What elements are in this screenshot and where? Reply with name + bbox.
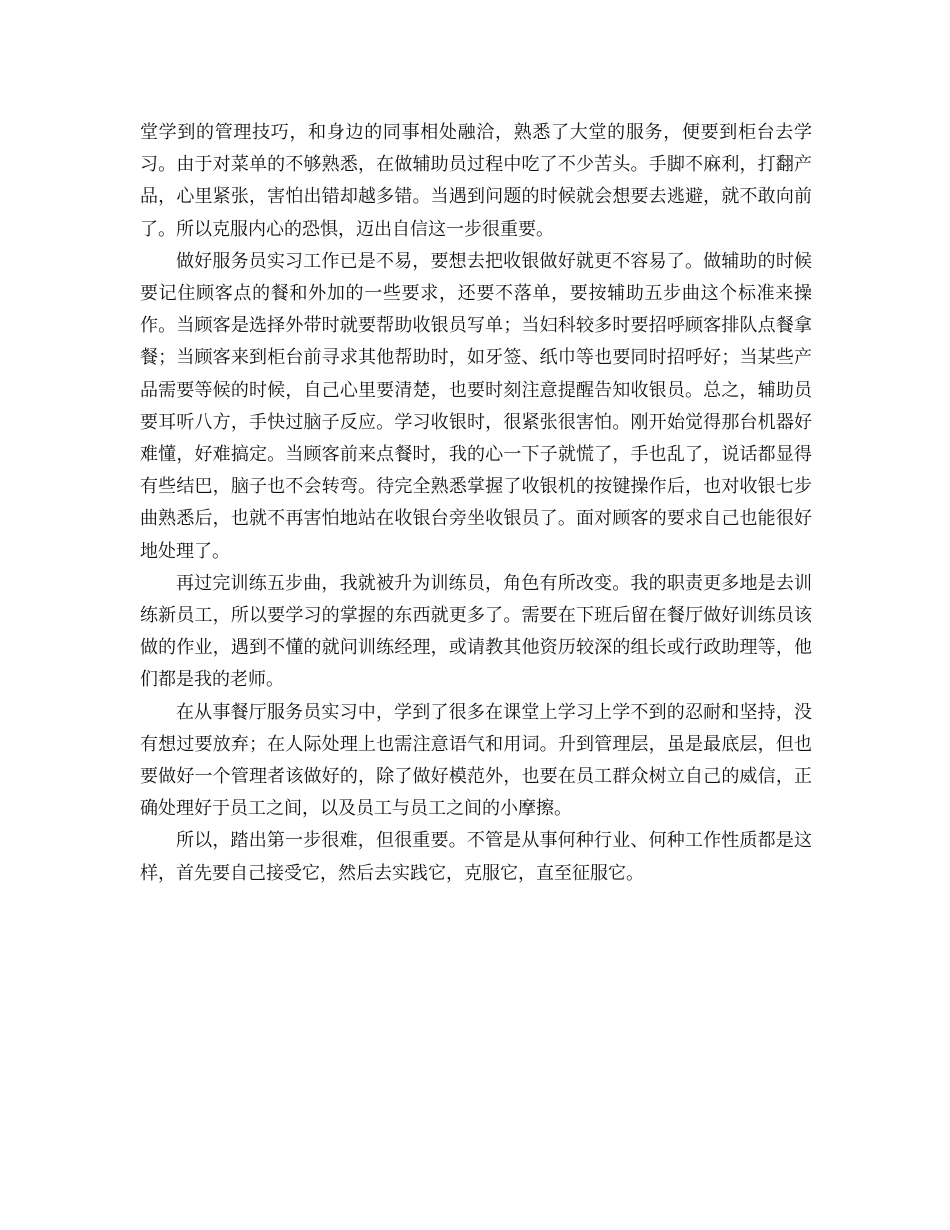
paragraph-conclusion: 所以，踏出第一步很难，但很重要。不管是从事何种行业、何种工作性质都是这样，首先要自己接受它，然后去实践它，克服它，直至征服它。 bbox=[140, 830, 812, 884]
paragraph-trainer-role: 再过完训练五步曲，我就被升为训练员，角色有所改变。我的职责更多地是去训练新员工，所以要学习的掌握的东西就更多了。需要在下班后留在餐厅做好训练员该做的作业，遇到不懂的就问训练经理，或请教其他资历较深的组长或行政助理等，他们都是我的老师。 bbox=[140, 572, 812, 691]
paragraph-continued: 堂学到的管理技巧，和身边的同事相处融洽，熟悉了大堂的服务，便要到柜台去学习。由于对菜单的不够熟悉，在做辅助员过程中吃了不少苦头。手脚不麻利，打翻产品，心里紧张，害怕出错却越多错。当遇到问题的时候就会想要去逃避，就不敢向前了。所以克服内心的恐惧，迈出自信这一步很重要。 bbox=[140, 122, 812, 240]
paragraph-cashier-learning: 做好服务员实习工作已是不易，要想去把收银做好就更不容易了。做辅助的时候要记住顾客点的餐和外加的一些要求，还要不落单，要按辅助五步曲这个标准来操作。当顾客是选择外带时就要帮助收银员写单；当妇科较多时要招呼顾客排队点餐拿餐；当顾客来到柜台前寻求其他帮助时，如牙签、纸巾等也要同时招呼好；当某些产品需要等候的时候，自己心里要清楚，也要时刻注意提醒告知收银员。总之，辅助员要耳听八方，手快过脑子反应。学习收银时，很紧张很害怕。刚开始觉得那台机器好难懂，好难搞定。当顾客前来点餐时，我的心一下子就慌了，手也乱了，说话都显得有些结巴，脑子也不会转弯。待完全熟悉掌握了收银机的按键操作后，也对收银七步曲熟悉后，也就不再害怕地站在收银台旁坐收银员了。面对顾客的要求自己也能很好地处理了。 bbox=[140, 250, 812, 562]
document-body bbox=[140, 117, 812, 890]
paragraph-internship-lessons: 在从事餐厅服务员实习中，学到了很多在课堂上学习上学不到的忍耐和坚持，没有想过要放弃；在人际处理上也需注意语气和用词。升到管理层，虽是最底层，但也要做好一个管理者该做好的，除了做好模范外，也要在员工群众树立自己的威信，正确处理好于员工之间，以及员工与员工之间的小摩擦。 bbox=[140, 701, 812, 820]
